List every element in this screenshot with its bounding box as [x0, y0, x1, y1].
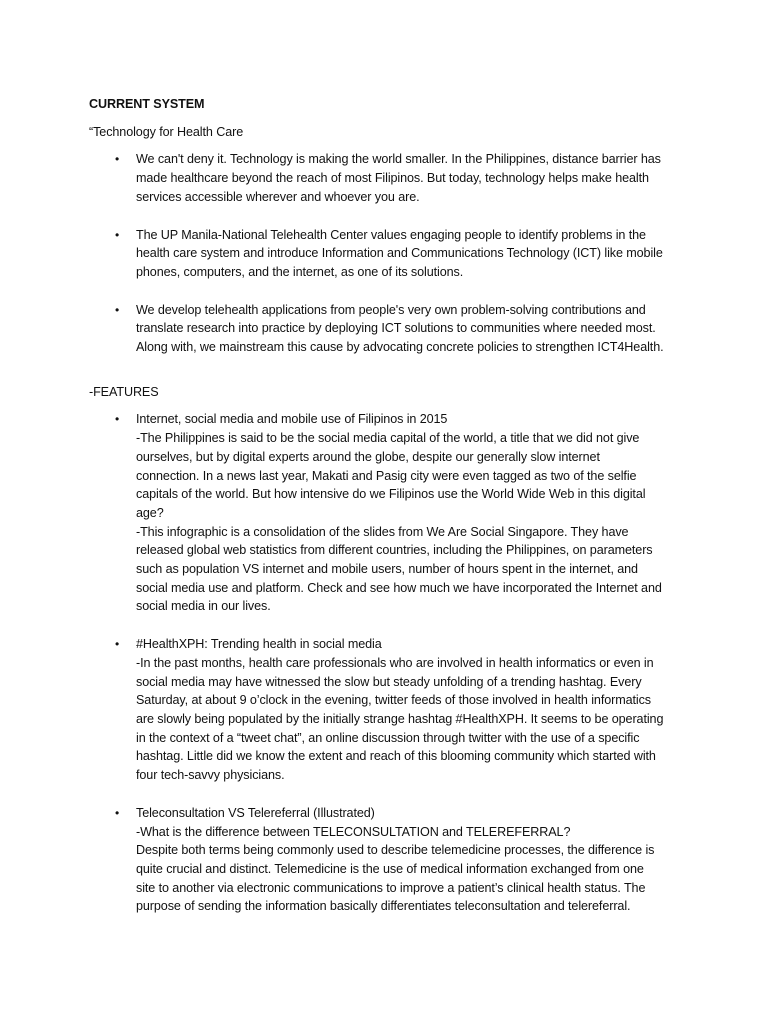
list-item-text: We can't deny it. Technology is making the world smaller. In the Philippines, distance barrier has made healthcare beyond the reach of most Filipinos. But today, technology helps make health services accessible wherever and whoever you are.: [136, 152, 661, 204]
list-item-text: Internet, social media and mobile use of Filipinos in 2015 -The Philippines is said to be the social media capital of the world, a title that we did not give ourselves, but by digital experts around the globe, despite our generally slow internet connection. In a news last year, Makati and Pasig city were even tagged as two of the selfie capitals of the world. But how intensive do we Filipinos use the World Wide Web in this digital age? -This infographic is a consolidation of the slides from We Are Social Singapore. They have released global web statistics from different countries, including the Philippines, on parameters such as population VS internet and mobile users, number of hours spent in the internet, and social media use and platform. Check and see how much we have incorporated the Internet and social media in our lives.: [136, 412, 662, 614]
list-item-text: The UP Manila-National Telehealth Center values engaging people to identify problems in the health care system and introduce Information and Communications Technology (ICT) like mobile phones, computers, and the internet, as one of its solutions.: [136, 227, 663, 279]
list-item: [89, 150, 689, 206]
page-title: CURRENT SYSTEM: [89, 97, 205, 111]
list-item: [89, 410, 689, 616]
list-item: [89, 804, 689, 916]
list-item-text: We develop telehealth applications from people's very own problem-solving contributions and translate research into practice by deploying ICT solutions to communities where needed most. Along with, we mainstream this cause by advocating concrete policies to strengthen ICT4Health.: [136, 302, 664, 355]
list-item: [89, 301, 689, 357]
bullet-icon: •: [115, 637, 120, 652]
list-item: [89, 635, 689, 785]
current-system-list: [89, 150, 689, 356]
list-item: [89, 226, 689, 282]
list-item-text: Teleconsultation VS Telereferral (Illustrated) -What is the difference between TELECONSULTATION and TELEREFERRAL? Despite both terms being commonly used to describe telemedicine processes, the difference is quite crucial and distinct. Telemedicine is the use of medical information exchanged from one site to another via electronic communications to improve a patient’s clinical health status. The purpose of sending the information basically differentiates teleconsultation and telereferral.: [136, 805, 655, 914]
page-subtitle: “Technology for Health Care: [89, 124, 244, 139]
features-list: [89, 410, 689, 916]
bullet-icon: •: [115, 805, 120, 820]
bullet-icon: •: [115, 152, 120, 167]
bullet-icon: •: [115, 412, 120, 427]
document-body: [89, 95, 689, 935]
section-heading-features: -FEATURES: [89, 384, 159, 399]
list-item-text: #HealthXPH: Trending health in social media -In the past months, health care professionals who are involved in health informatics or even in social media may have witnessed the slow but steady unfolding of a trending hashtag. Every Saturday, at about 9 o’clock in the evening, twitter feeds of those involved in health informatics are slowly being populated by the initially strange hashtag #HealthXPH. It seems to be operating in the context of a “tweet chat”, an online discussion through twitter with the use of a specific hashtag. Little did we know the extent and reach of this blooming community which started with four tech-savvy physicians.: [136, 637, 664, 783]
bullet-icon: •: [115, 302, 120, 317]
bullet-icon: •: [115, 227, 120, 242]
